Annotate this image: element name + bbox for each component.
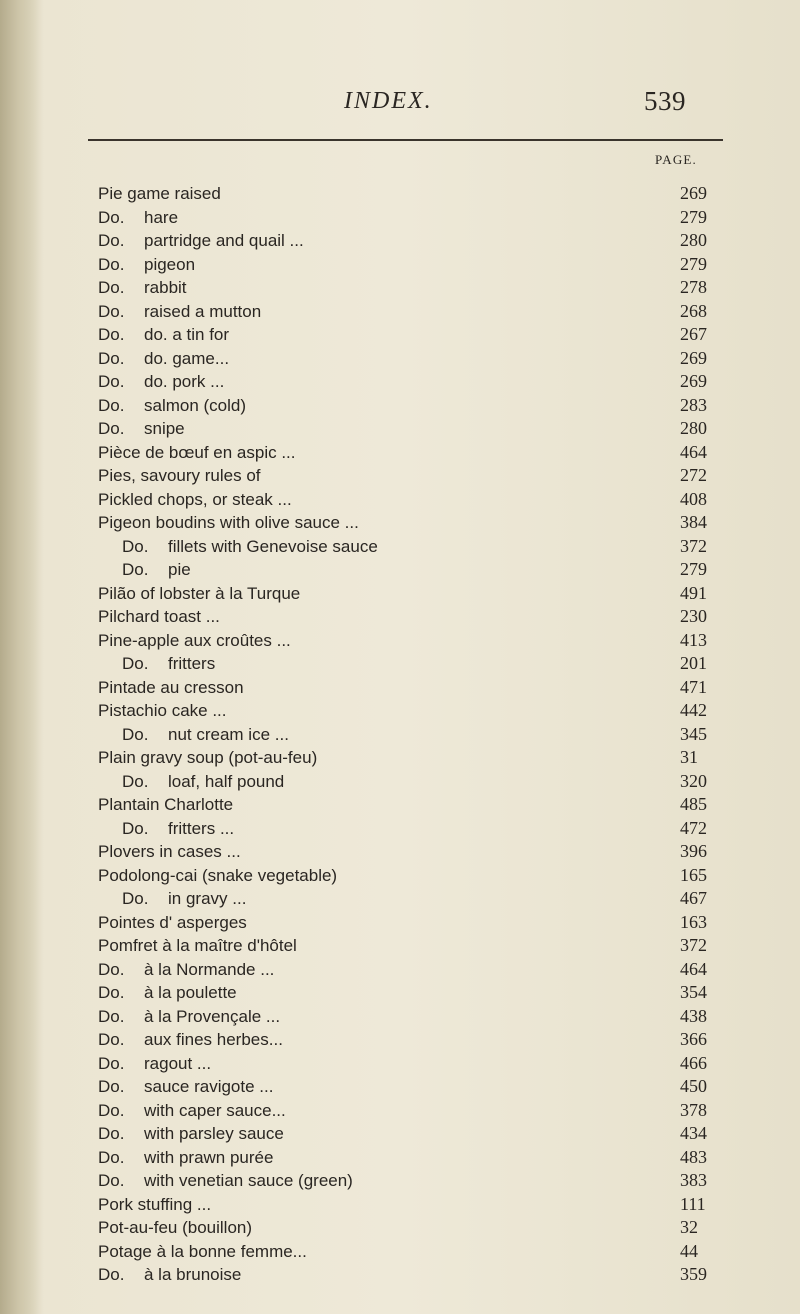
index-entry	[98, 1169, 728, 1193]
entry-ditto: Do.	[122, 560, 149, 579]
entry-text	[98, 417, 185, 441]
entry-title: rabbit	[144, 278, 187, 297]
entry-title: pigeon	[144, 254, 196, 274]
entry-text	[98, 911, 247, 935]
entry-text	[98, 981, 237, 1005]
index-entry	[98, 229, 728, 253]
entry-page-number: 483	[680, 1146, 707, 1167]
entry-page-number: 354	[680, 982, 707, 1002]
entry-title: raised a mutton	[144, 301, 262, 321]
entry-page-number: 269	[680, 371, 707, 391]
entry-text	[98, 206, 178, 230]
entry-text	[98, 1193, 211, 1217]
entry-ditto: Do.	[98, 301, 125, 321]
entry-title: Pistachio cake ...	[98, 701, 227, 720]
entry-ditto: Do.	[98, 959, 125, 979]
index-entry	[98, 253, 728, 277]
entry-text	[122, 652, 215, 676]
page-column-label: PAGE.	[655, 152, 698, 167]
entry-title: à la brunoise	[144, 1265, 242, 1284]
entry-page-number: 283	[680, 394, 707, 415]
entry-ditto: Do.	[98, 207, 125, 227]
entry-ditto: Do.	[98, 1077, 125, 1096]
entry-text	[98, 1169, 353, 1193]
entry-page-number: 44	[680, 1240, 698, 1261]
entry-text	[98, 699, 227, 723]
index-entries	[98, 182, 728, 1287]
entry-text	[98, 1052, 211, 1076]
entry-text	[98, 441, 296, 465]
entry-ditto: Do.	[98, 254, 125, 274]
index-entry	[98, 535, 728, 559]
entry-text	[98, 276, 187, 300]
entry-title: with venetian sauce (green)	[144, 1171, 353, 1190]
entry-page-number: 384	[680, 512, 707, 532]
header-rule	[88, 139, 723, 141]
entry-page-number: 32	[680, 1217, 698, 1237]
entry-text	[98, 629, 291, 653]
entry-page-number: 471	[680, 676, 707, 697]
entry-page-number: 467	[680, 888, 707, 908]
running-head: INDEX.	[344, 88, 433, 114]
entry-text	[98, 323, 229, 347]
entry-ditto: Do.	[98, 1030, 125, 1049]
entry-text	[98, 840, 241, 864]
index-entry	[98, 323, 728, 347]
entry-page-number: 491	[680, 582, 707, 603]
entry-text	[98, 1216, 252, 1240]
index-entry	[98, 840, 728, 864]
entry-text	[98, 1122, 284, 1146]
entry-title: Pilão of lobster à la Turque	[98, 583, 301, 603]
entry-page-number: 372	[680, 535, 707, 556]
entry-ditto: Do.	[98, 1053, 125, 1073]
entry-ditto: Do.	[122, 771, 149, 791]
index-entry	[98, 1193, 728, 1217]
entry-page-number: 279	[680, 206, 707, 227]
entry-page-number: 278	[680, 277, 707, 297]
entry-page-number: 279	[680, 559, 707, 579]
entry-text	[98, 1263, 241, 1287]
entry-text	[98, 253, 195, 277]
entry-title: fillets with Genevoise sauce	[168, 536, 378, 556]
index-entry	[98, 934, 728, 958]
entry-ditto: Do.	[98, 419, 125, 438]
entry-text	[98, 229, 304, 253]
entry-ditto: Do.	[98, 231, 125, 250]
index-entry	[98, 676, 728, 700]
entry-page-number: 383	[680, 1170, 707, 1190]
entry-title: ragout ...	[144, 1053, 212, 1073]
entry-ditto: Do.	[98, 983, 125, 1002]
index-entry	[98, 887, 728, 911]
entry-ditto: Do.	[98, 395, 125, 415]
entry-text	[98, 605, 220, 629]
index-entry	[98, 958, 728, 982]
entry-page-number: 464	[680, 958, 707, 979]
entry-title: Pomfret à la maître d'hôtel	[98, 936, 297, 955]
entry-ditto: Do.	[122, 724, 149, 744]
entry-ditto: Do.	[98, 1006, 125, 1026]
entry-page-number: 267	[680, 324, 707, 344]
entry-title: nut cream ice ...	[168, 724, 289, 744]
entry-title: Pine-apple aux croûtes ...	[98, 630, 291, 650]
entry-page-number: 279	[680, 253, 707, 274]
entry-ditto: Do.	[98, 372, 125, 391]
entry-text	[122, 817, 234, 841]
page-binding-shadow	[0, 0, 44, 1314]
entry-title: loaf, half pound	[168, 771, 285, 791]
index-entry	[98, 206, 728, 230]
entry-text	[98, 394, 246, 418]
entry-page-number: 372	[680, 935, 707, 955]
entry-text	[98, 676, 244, 700]
entry-title: à la Normande ...	[144, 959, 275, 979]
entry-title: Pilchard toast ...	[98, 607, 220, 626]
entry-page-number: 366	[680, 1029, 707, 1049]
entry-text	[98, 182, 221, 206]
entry-title: with parsley sauce	[144, 1124, 284, 1143]
index-entry	[98, 1146, 728, 1170]
entry-text	[98, 582, 300, 606]
entry-page-number: 434	[680, 1123, 707, 1143]
entry-title: aux fines herbes...	[144, 1030, 283, 1049]
entry-title: fritters ...	[168, 818, 235, 838]
index-entry	[98, 817, 728, 841]
entry-title: snipe	[144, 419, 185, 438]
index-entry	[98, 981, 728, 1005]
index-entry	[98, 1075, 728, 1099]
entry-page-number: 466	[680, 1052, 707, 1073]
entry-page-number: 165	[680, 864, 707, 885]
entry-ditto: Do.	[98, 325, 125, 344]
entry-title: do. pork ...	[144, 372, 225, 391]
entry-title: à la Provençale ...	[144, 1006, 281, 1026]
entry-ditto: Do.	[98, 1124, 125, 1143]
entry-title: Pintade au cresson	[98, 677, 244, 697]
entry-text	[98, 934, 297, 958]
entry-title: à la poulette	[144, 983, 237, 1002]
entry-ditto: Do.	[98, 348, 125, 368]
index-entry	[98, 1028, 728, 1052]
entry-text	[98, 370, 224, 394]
entry-title: Plantain Charlotte	[98, 795, 234, 814]
entry-page-number: 464	[680, 441, 707, 462]
entry-text	[98, 864, 337, 888]
index-entry	[98, 746, 728, 770]
index-entry	[98, 464, 728, 488]
index-entry	[98, 182, 728, 206]
index-entry	[98, 793, 728, 817]
entry-page-number: 268	[680, 300, 707, 321]
entry-title: Pies, savoury rules of	[98, 466, 261, 485]
entry-page-number: 269	[680, 183, 707, 203]
entry-title: pie	[168, 560, 191, 579]
index-entry	[98, 300, 728, 324]
entry-text	[98, 793, 233, 817]
entry-title: with caper sauce...	[144, 1100, 286, 1120]
entry-title: Potage à la bonne femme...	[98, 1241, 307, 1261]
entry-title: Pie game raised	[98, 184, 221, 203]
entry-text	[98, 746, 317, 770]
entry-title: fritters	[168, 654, 216, 673]
entry-text	[98, 347, 229, 371]
entry-ditto: Do.	[122, 818, 149, 838]
entry-page-number: 359	[680, 1264, 707, 1284]
entry-ditto: Do.	[122, 889, 149, 908]
index-entry	[98, 488, 728, 512]
entry-ditto: Do.	[98, 1265, 125, 1284]
entry-page-number: 280	[680, 230, 707, 250]
entry-text	[98, 1146, 273, 1170]
index-entry	[98, 511, 728, 535]
entry-text	[98, 488, 292, 512]
entry-title: Pickled chops, or steak ...	[98, 489, 292, 509]
entry-text	[122, 558, 191, 582]
index-entry	[98, 582, 728, 606]
index-entry	[98, 629, 728, 653]
entry-page-number: 442	[680, 700, 707, 720]
index-entry	[98, 723, 728, 747]
entry-text	[98, 1099, 286, 1123]
entry-page-number: 396	[680, 841, 707, 861]
entry-page-number: 320	[680, 770, 707, 791]
entry-ditto: Do.	[98, 1171, 125, 1190]
entry-title: sauce ravigote ...	[144, 1077, 274, 1096]
entry-title: do. game...	[144, 348, 230, 368]
index-entry	[98, 276, 728, 300]
entry-page-number: 378	[680, 1099, 707, 1120]
entry-page-number: 485	[680, 794, 707, 814]
index-entry	[98, 441, 728, 465]
entry-title: hare	[144, 207, 179, 227]
index-entry	[98, 770, 728, 794]
entry-page-number: 201	[680, 653, 707, 673]
entry-title: Plain gravy soup (pot-au-feu)	[98, 748, 318, 767]
entry-page-number: 345	[680, 723, 707, 744]
index-entry	[98, 1099, 728, 1123]
entry-title: partridge and quail ...	[144, 231, 304, 250]
index-entry	[98, 864, 728, 888]
entry-ditto: Do.	[98, 278, 125, 297]
entry-ditto: Do.	[98, 1147, 125, 1167]
entry-text	[98, 1028, 283, 1052]
entry-title: salmon (cold)	[144, 395, 247, 415]
index-entry	[98, 605, 728, 629]
entry-page-number: 269	[680, 347, 707, 368]
entry-page-number: 230	[680, 606, 707, 626]
entry-text	[122, 887, 246, 911]
entry-page-number: 413	[680, 629, 707, 650]
index-entry	[98, 347, 728, 371]
entry-title: in gravy ...	[168, 889, 247, 908]
entry-ditto: Do.	[98, 1100, 125, 1120]
entry-text	[98, 1075, 273, 1099]
index-entry	[98, 911, 728, 935]
entry-title: Pointes d' asperges	[98, 912, 247, 932]
index-entry	[98, 370, 728, 394]
page-number: 539	[644, 86, 686, 116]
entry-title: Pork stuffing ...	[98, 1194, 212, 1214]
index-entry	[98, 1052, 728, 1076]
entry-text	[98, 300, 261, 324]
entry-text	[122, 723, 289, 747]
entry-text	[122, 770, 284, 794]
index-entry	[98, 699, 728, 723]
entry-title: Podolong-cai (snake vegetable)	[98, 865, 338, 885]
entry-page-number: 450	[680, 1076, 707, 1096]
entry-ditto: Do.	[122, 536, 149, 556]
entry-page-number: 272	[680, 465, 707, 485]
entry-text	[98, 958, 274, 982]
entry-title: with prawn purée	[144, 1147, 274, 1167]
index-entry	[98, 417, 728, 441]
entry-text	[98, 511, 359, 535]
entry-page-number: 438	[680, 1005, 707, 1026]
index-entry	[98, 1005, 728, 1029]
index-entry	[98, 394, 728, 418]
entry-page-number: 472	[680, 817, 707, 838]
entry-text	[98, 1005, 280, 1029]
entry-text	[122, 535, 378, 559]
entry-page-number: 31	[680, 747, 698, 767]
index-entry	[98, 1216, 728, 1240]
entry-title: Pièce de bœuf en aspic ...	[98, 442, 296, 462]
entry-text	[98, 1240, 307, 1264]
entry-text	[98, 464, 261, 488]
entry-title: do. a tin for	[144, 325, 230, 344]
entry-page-number: 163	[680, 911, 707, 932]
index-entry	[98, 652, 728, 676]
entry-title: Pot-au-feu (bouillon)	[98, 1218, 253, 1237]
entry-title: Plovers in cases ...	[98, 842, 241, 861]
index-entry	[98, 1240, 728, 1264]
entry-page-number: 111	[680, 1193, 706, 1214]
index-entry	[98, 1122, 728, 1146]
entry-title: Pigeon boudins with olive sauce ...	[98, 513, 359, 532]
index-entry	[98, 1263, 728, 1287]
entry-page-number: 280	[680, 418, 707, 438]
index-entry	[98, 558, 728, 582]
entry-page-number: 408	[680, 488, 707, 509]
entry-ditto: Do.	[122, 654, 149, 673]
